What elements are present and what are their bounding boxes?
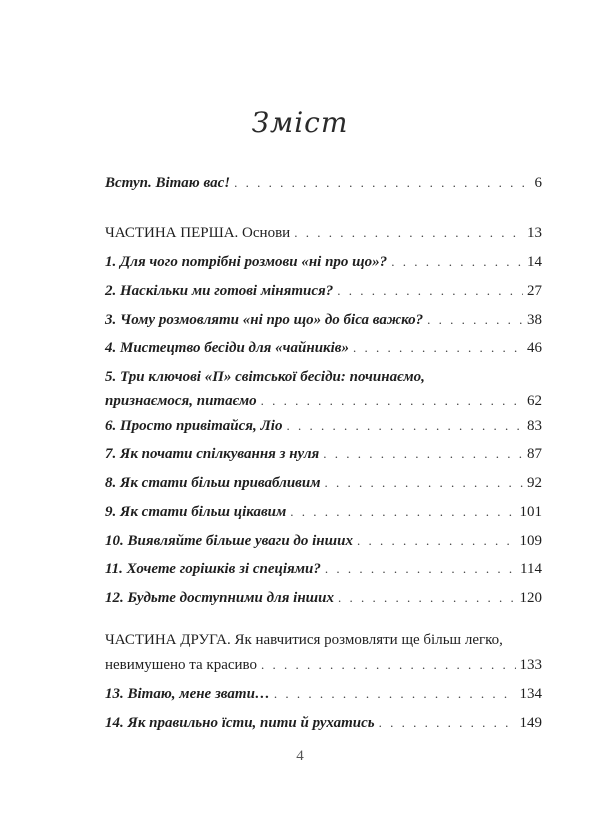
toc-entry-page: 27 <box>527 283 542 299</box>
toc-entry-part-one[interactable] <box>105 222 542 244</box>
toc-entry-introduction[interactable] <box>105 172 542 194</box>
toc-entry-page: 13 <box>527 225 542 241</box>
dot-leader <box>261 390 523 412</box>
dot-leader <box>323 443 523 465</box>
dot-leader <box>338 587 515 609</box>
toc-entry-page: 46 <box>527 340 542 356</box>
toc-entry-page: 133 <box>519 657 542 673</box>
dot-leader <box>294 222 523 244</box>
toc-entry-text: 7. Як почати спілкування з нуля <box>105 446 320 462</box>
toc-entry-chapter-10[interactable] <box>105 530 542 552</box>
toc-entry-text: 9. Як стати більш цікавим <box>105 504 287 520</box>
toc-entry-text: 11. Хочете горішків зі спеціями? <box>105 561 321 577</box>
toc-entry-text: 3. Чому розмовляти «ні про що» до біса важко? <box>105 312 424 328</box>
toc-entry-chapter-14[interactable] <box>105 712 542 734</box>
dot-leader <box>274 683 516 705</box>
dot-leader <box>427 309 523 331</box>
toc-title: Зміст <box>251 106 349 139</box>
toc-entry-page: 114 <box>520 561 542 577</box>
dot-leader <box>261 654 515 676</box>
dot-leader <box>379 712 516 734</box>
toc-entry-part-two[interactable] <box>105 629 542 676</box>
toc-entry-page: 62 <box>527 393 542 409</box>
toc-entry-text: 6. Просто привітайся, Ліо <box>105 418 283 434</box>
dot-leader <box>391 251 523 273</box>
toc-entry-text: 8. Як стати більш привабливим <box>105 475 321 491</box>
toc-entry-chapter-6[interactable] <box>105 415 542 437</box>
toc-entry-text: 1. Для чого потрібні розмови «ні про що»? <box>105 254 388 270</box>
toc-entry-page: 87 <box>527 446 542 462</box>
dot-leader <box>290 501 515 523</box>
toc-entry-chapter-5[interactable] <box>105 366 542 412</box>
toc-entry-text: 4. Мистецтво бесіди для «чайників» <box>105 340 350 356</box>
dot-leader <box>353 337 523 359</box>
toc-entry-page: 14 <box>527 254 542 270</box>
toc-entry-text: 14. Як правильно їсти, пити й рухатись <box>105 715 375 731</box>
toc-entry-text: 13. Вітаю, мене звати… <box>105 686 270 702</box>
toc-entry-page: 6 <box>534 175 542 191</box>
toc-entry-text: 2. Наскільки ми готові мінятися? <box>105 283 334 299</box>
toc-entry-page: 134 <box>519 686 542 702</box>
page-number: 4 <box>296 748 304 764</box>
toc-entry-chapter-2[interactable] <box>105 280 542 302</box>
toc-entry-chapter-4[interactable] <box>105 337 542 359</box>
toc-entry-page: 101 <box>519 504 542 520</box>
toc-entry-text-line1: 5. Три ключові «П» світської бесіди: починаємо, <box>105 369 425 385</box>
toc-entry-chapter-8[interactable] <box>105 472 542 494</box>
dot-leader <box>357 530 516 552</box>
dot-leader <box>337 280 523 302</box>
dot-leader <box>325 558 516 580</box>
toc-entry-text: ЧАСТИНА ПЕРША. Основи <box>105 225 291 241</box>
toc-entry-text: 10. Виявляйте більше уваги до інших <box>105 533 353 549</box>
dot-leader <box>286 415 523 437</box>
toc-entry-chapter-1[interactable] <box>105 251 542 273</box>
toc-entry-chapter-12[interactable] <box>105 587 542 609</box>
toc-entry-text: Вступ. Вітаю вас! <box>105 175 231 191</box>
toc-entry-text: признаємося, питаємо <box>105 393 257 409</box>
toc-entry-chapter-9[interactable] <box>105 501 542 523</box>
toc-entry-page: 83 <box>527 418 542 434</box>
toc-entry-text: 12. Будьте доступними для інших <box>105 590 335 606</box>
toc-entry-chapter-7[interactable] <box>105 443 542 465</box>
dot-leader <box>234 172 530 194</box>
toc-entry-chapter-11[interactable] <box>105 558 542 580</box>
toc-entry-page: 92 <box>527 475 542 491</box>
dot-leader <box>324 472 523 494</box>
toc-entry-chapter-3[interactable] <box>105 309 542 331</box>
toc-entry-page: 120 <box>519 590 542 606</box>
toc-entry-page: 149 <box>519 715 542 731</box>
toc-entry-page: 109 <box>519 533 542 549</box>
toc-entry-page: 38 <box>527 312 542 328</box>
toc-entry-chapter-13[interactable] <box>105 683 542 705</box>
toc-entry-text-line1: ЧАСТИНА ДРУГА. Як навчитися розмовляти ще більш легко, <box>105 632 503 648</box>
toc-entry-text: невимушено та красиво <box>105 657 258 673</box>
